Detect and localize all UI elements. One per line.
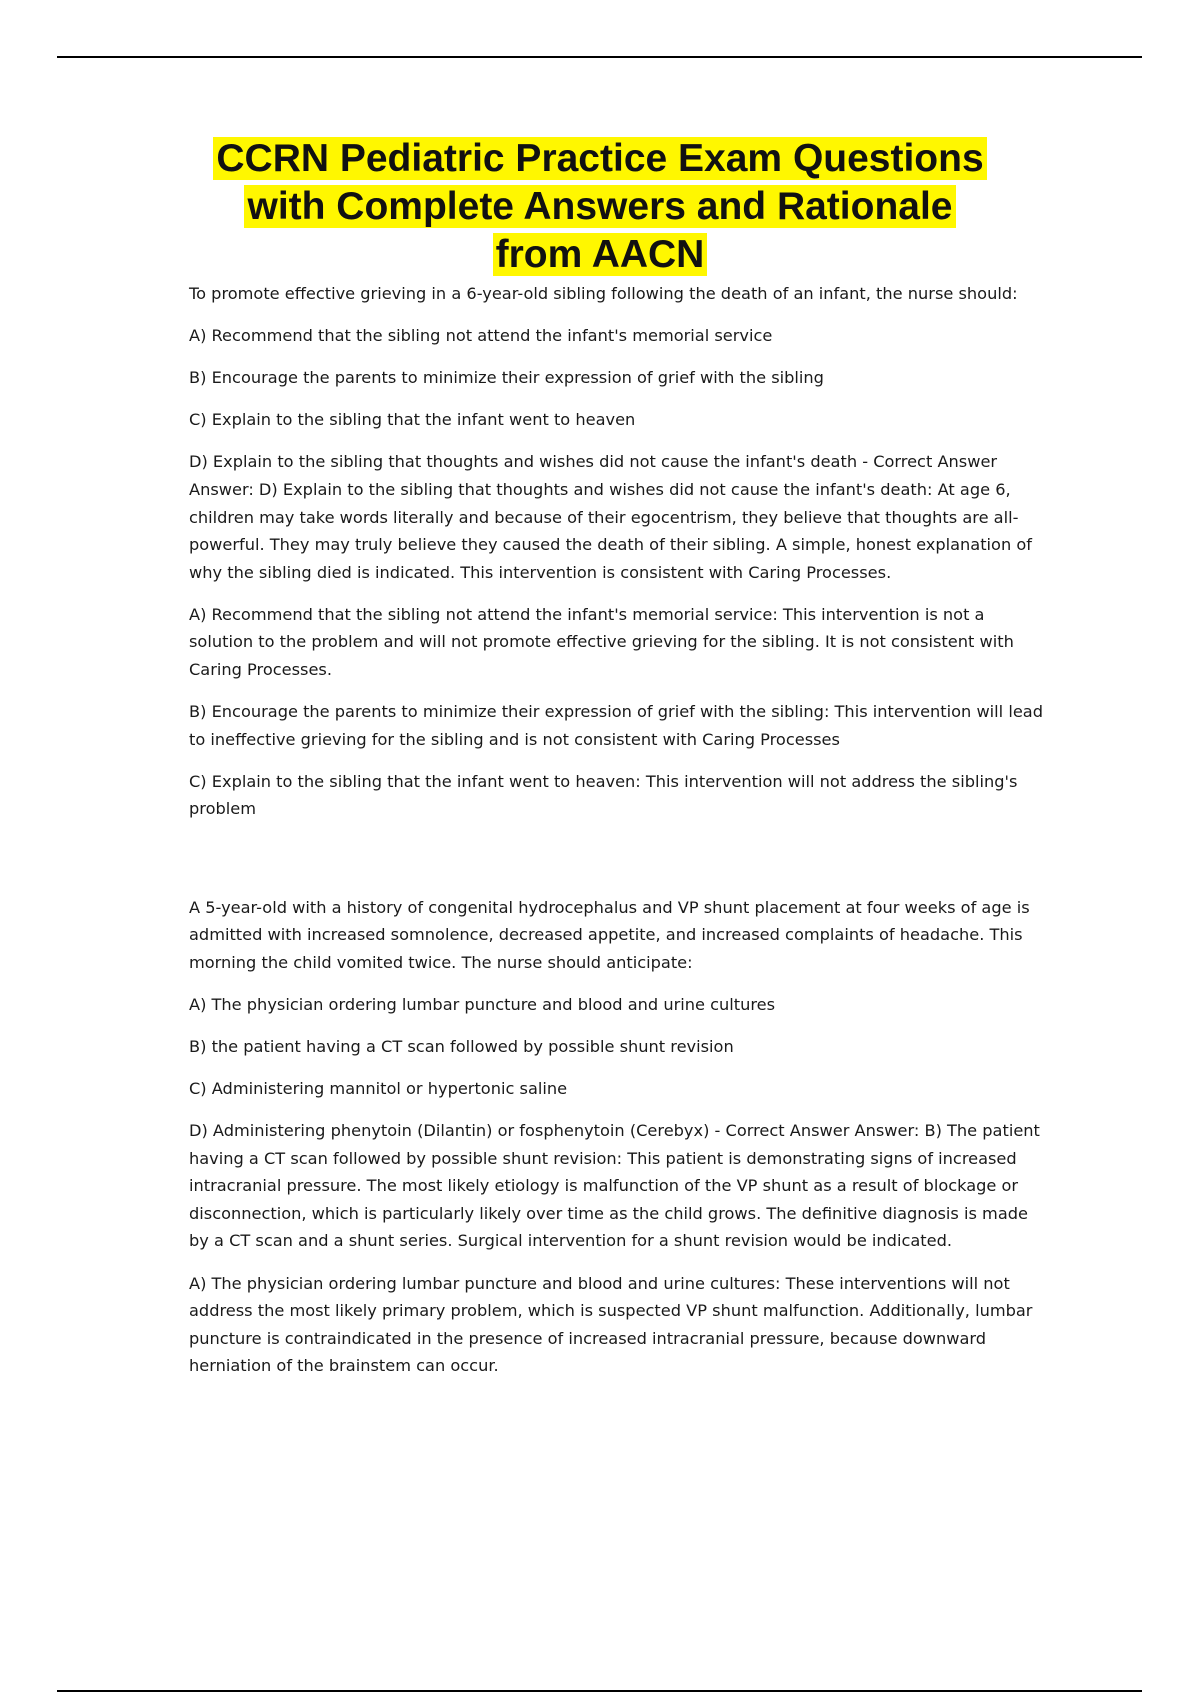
rationale-a: A) Recommend that the sibling not attend the infant's memorial service: This intervention is not a solution to the problem and will not promote effective grieving for the sibling. It is not consistent with Caring Processes.	[189, 604, 1014, 680]
rationale-c: C) Explain to the sibling that the infant went to heaven: This intervention will not address the sibling's problem	[189, 771, 1018, 819]
correct-answer: D) Administering phenytoin (Dilantin) or fosphenytoin (Cerebyx) - Correct Answer Answer: B) The patient having a CT scan followed by possible shunt revision: This patient is demonstrating signs of increased intracranial pressure. The most likely etiology is malfunction of the VP shunt as a result of blockage or disconnection, which is particularly likely over time as the child grows. The definitive diagnosis is made by a CT scan and a shunt series. Surgical intervention for a shunt revision would be indicated.	[189, 1121, 1040, 1251]
question-2	[189, 894, 1049, 1380]
document-title	[150, 135, 1050, 279]
question-1	[189, 280, 1049, 823]
title-line-2: with Complete Answers and Rationale	[244, 185, 955, 228]
option-c: C) Administering mannitol or hypertonic saline	[189, 1078, 568, 1098]
question-stem: To promote effective grieving in a 6-year-old sibling following the death of an infant, the nurse should:	[189, 284, 1018, 303]
option-c: C) Explain to the sibling that the infant went to heaven	[189, 410, 636, 430]
title-line-3: from AACN	[493, 233, 708, 276]
top-rule	[57, 56, 1142, 58]
option-b: B) Encourage the parents to minimize their expression of grief with the sibling	[189, 368, 824, 388]
title-line-1: CCRN Pediatric Practice Exam Questions	[213, 137, 986, 180]
option-a: A) The physician ordering lumbar puncture and blood and urine cultures	[189, 994, 776, 1014]
document-body	[189, 280, 1049, 1394]
section-spacer	[189, 838, 1049, 894]
bottom-rule	[57, 1690, 1142, 1692]
question-stem: A 5-year-old with a history of congenital hydrocephalus and VP shunt placement at four weeks of age is admitted with increased somnolence, decreased appetite, and increased complaints of headache. This morning the child vomited twice. The nurse should anticipate:	[189, 897, 1030, 972]
option-b: B) the patient having a CT scan followed by possible shunt revision	[189, 1036, 734, 1056]
option-a: A) Recommend that the sibling not attend the infant's memorial service	[189, 326, 773, 346]
rationale-a: A) The physician ordering lumbar puncture and blood and urine cultures: These interventions will not address the most likely primary problem, which is suspected VP shunt malfunction. Additionally, lumbar puncture is contraindicated in the presence of increased intracranial pressure, because downward herniation of the brainstem can occur.	[189, 1273, 1033, 1376]
rationale-b: B) Encourage the parents to minimize their expression of grief with the sibling: This intervention will lead to ineffective grieving for the sibling and is not consistent with Caring Processes	[189, 702, 1043, 749]
correct-answer: D) Explain to the sibling that thoughts and wishes did not cause the infant's death - Correct Answer Answer: D) Explain to the sibling that thoughts and wishes did not cause the infant's death: At age 6, children may take words literally and because of their egocentrism, they believe that thoughts are all-powerful. They may truly believe they caused the death of their sibling. A simple, honest explanation of why the sibling died is indicated. This intervention is consistent with Caring Processes.	[189, 452, 1032, 582]
